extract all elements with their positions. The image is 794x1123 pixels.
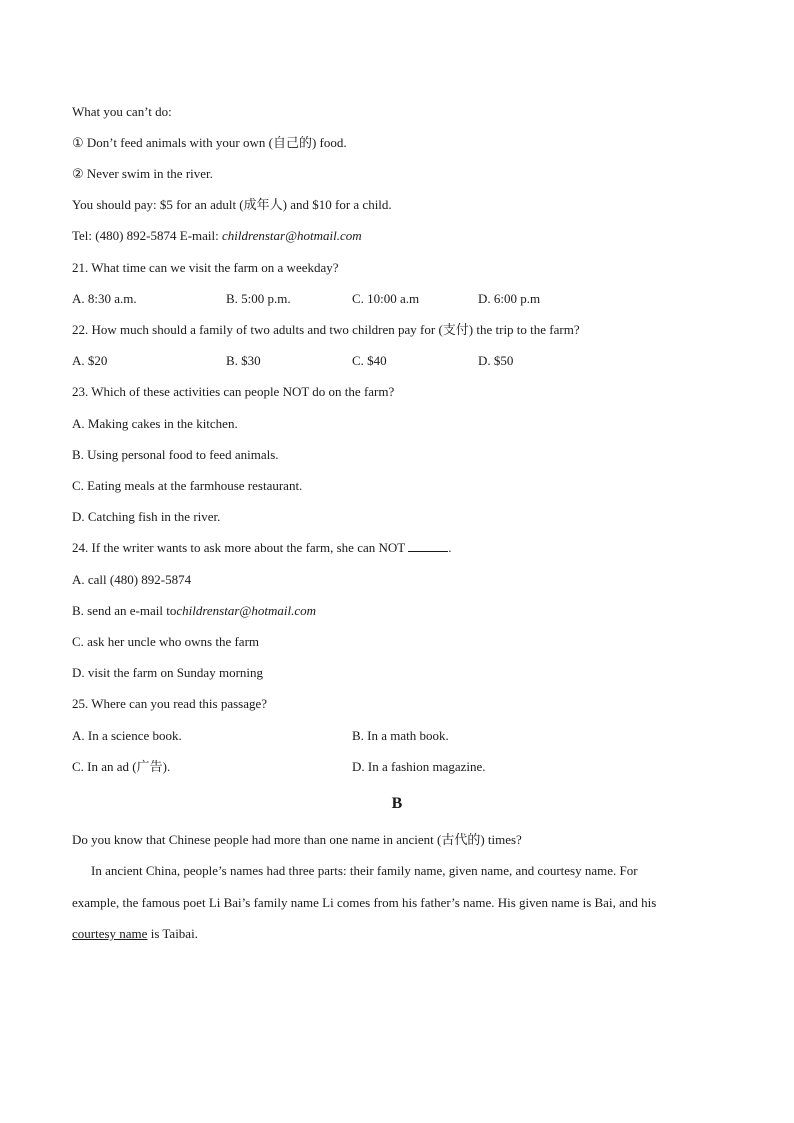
question-24-stem: 24. If the writer wants to ask more about the farm, she can NOT	[72, 540, 405, 555]
question-21-stem: 21. What time can we visit the farm on a weekday?	[72, 260, 339, 275]
q24-option-b: B. send an e-mail to	[72, 603, 177, 618]
paragraph-line-1: In ancient China, people’s names had three parts: their family name, given name, and courtesy name. For	[91, 863, 638, 878]
email-link[interactable]: childrenstar@hotmail.com	[222, 228, 362, 243]
cant-do-heading: What you can’t do:	[72, 104, 172, 119]
question-22-stem: 22. How much should a family of two adults and two children pay for (支付) the trip to the farm?	[72, 322, 580, 337]
answer-blank	[408, 540, 448, 552]
q24-option-c: C. ask her uncle who owns the farm	[72, 634, 260, 649]
q24-option-d: D. visit the farm on Sunday morning	[72, 665, 264, 680]
question-23-stem: 23. Which of these activities can people NOT do on the farm?	[72, 384, 395, 399]
rule-2: ② Never swim in the river.	[72, 166, 213, 181]
q21-option-a: A. 8:30 a.m.	[72, 291, 137, 306]
q25-option-c: C. In an ad (广告).	[72, 759, 171, 774]
paragraph-line-2: example, the famous poet Li Bai’s family name Li comes from his father’s name. His given name is Bai, and his	[72, 895, 657, 910]
q23-option-b: B. Using personal food to feed animals.	[72, 447, 279, 462]
question-24-stem-line	[72, 540, 451, 556]
q21-option-c: C. 10:00 a.m	[352, 291, 420, 306]
q22-option-c: C. $40	[352, 353, 387, 368]
q24-option-a: A. call (480) 892-5874	[72, 572, 192, 587]
q24-option-b-email[interactable]: childrenstar@hotmail.com	[176, 603, 317, 618]
tel-text: Tel: (480) 892-5874 E-mail:	[72, 228, 223, 243]
payment-info: You should pay: $5 for an adult (成年人) and $10 for a child.	[72, 197, 392, 212]
contact-line	[72, 228, 362, 244]
q25-option-d: D. In a fashion magazine.	[352, 759, 486, 774]
paragraph-line-3-rest: is Taibai.	[147, 926, 198, 941]
q25-option-b: B. In a math book.	[352, 728, 449, 743]
paragraph-line-3	[72, 926, 198, 942]
q22-option-b: B. $30	[226, 353, 261, 368]
q21-option-b: B. 5:00 p.m.	[226, 291, 291, 306]
q22-option-d: D. $50	[478, 353, 514, 368]
q21-option-d: D. 6:00 p.m	[478, 291, 541, 306]
question-24-stem-end: .	[448, 540, 452, 555]
q23-option-d: D. Catching fish in the river.	[72, 509, 221, 524]
rule-1: ① Don’t feed animals with your own (自己的) food.	[72, 135, 347, 150]
q23-option-c: C. Eating meals at the farmhouse restaurant.	[72, 478, 303, 493]
q23-option-a: A. Making cakes in the kitchen.	[72, 416, 238, 431]
q24-option-b-line	[72, 603, 316, 619]
q25-option-a: A. In a science book.	[72, 728, 182, 743]
section-b-heading: B	[391, 795, 403, 812]
courtesy-name-term: courtesy name	[72, 926, 148, 941]
question-25-stem: 25. Where can you read this passage?	[72, 696, 268, 711]
q22-option-a: A. $20	[72, 353, 108, 368]
section-b-intro: Do you know that Chinese people had more than one name in ancient (古代的) times?	[72, 832, 522, 847]
